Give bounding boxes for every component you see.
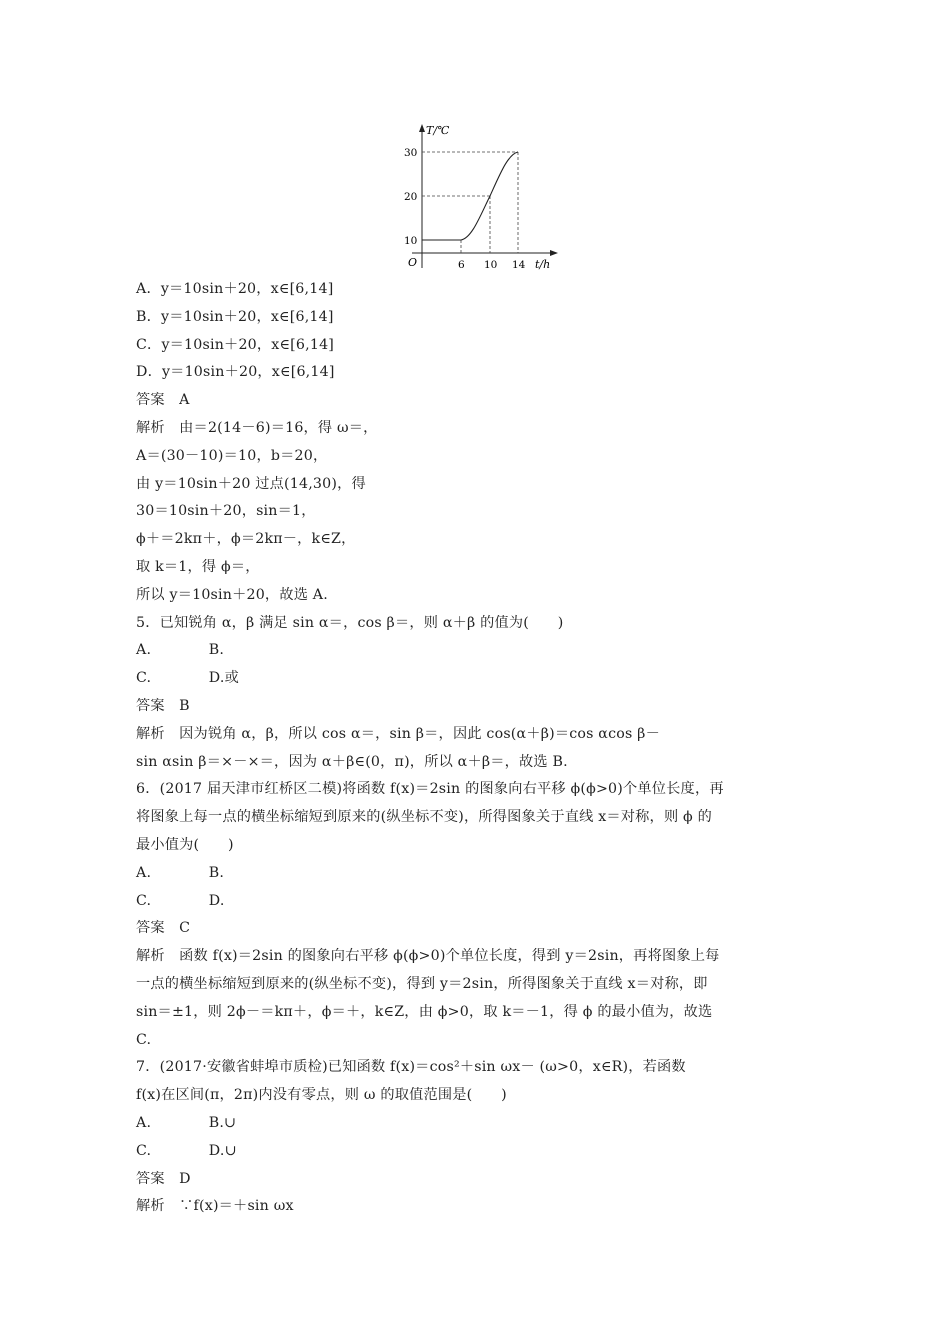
question-5: 5．已知锐角 α，β 满足 sin α＝，cos β＝，则 α＋β 的值为( ) (136, 614, 564, 631)
question-5-options-ab: A. B. (136, 642, 225, 659)
temperature-graph (392, 118, 562, 274)
x-axis-label: t/h (535, 258, 551, 271)
y-axis-label: T/℃ (426, 124, 450, 137)
question-5-options-cd: C. D.或 (136, 670, 239, 687)
question-7-options-cd: C. D.∪ (136, 1142, 237, 1159)
question-6-line-3: 最小值为( ) (136, 836, 234, 853)
option-d: D．y＝10sin＋20，x∈[6,14] (136, 364, 335, 381)
y-axis-arrow (419, 124, 425, 132)
question-7-options-ab: A. B.∪ (136, 1114, 237, 1131)
analysis-4-line-7: 所以 y＝10sin＋20，故选 A. (136, 586, 328, 603)
analysis-4-line-4: 30＝10sin＋20，sin＝1， (136, 503, 316, 520)
temperature-graph-svg (392, 118, 562, 274)
answer-7: 答案 D (136, 1170, 191, 1187)
analysis-5-line-2: sin αsin β＝×－×＝，因为 α＋β∈(0，π)，所以 α＋β＝，故选 B. (136, 753, 568, 770)
y-tick-30: 30 (404, 147, 418, 159)
y-tick-10: 10 (404, 235, 418, 247)
origin-label: O (408, 256, 418, 269)
x-tick-14: 14 (512, 259, 526, 271)
x-tick-6: 6 (458, 259, 465, 271)
question-6-options-ab: A. B. (136, 864, 225, 881)
question-6-line-1: 6．(2017 届天津市红桥区二模)将函数 f(x)＝2sin 的图象向右平移 ϕ(ϕ>0)个单位长度，再 (136, 781, 724, 798)
analysis-4-line-2: A＝(30－10)＝10，b＝20， (136, 447, 328, 464)
question-7-line-1: 7．(2017·安徽省蚌埠市质检)已知函数 f(x)＝cos²＋sin ωx－ (ω>0，x∈R)，若函数 (136, 1059, 686, 1076)
answer-6: 答案 C (136, 920, 191, 937)
document-body (136, 276, 836, 1221)
analysis-4-line-6: 取 k＝1，得 ϕ＝， (136, 558, 260, 575)
analysis-4-line-3: 由 y＝10sin＋20 过点(14,30)，得 (136, 475, 366, 492)
analysis-6-line-3: sin＝±1，则 2ϕ－＝kπ＋，ϕ＝＋，k∈Z，由 ϕ>0，取 k＝－1，得 ϕ 的最小值为，故选 (136, 1003, 713, 1020)
analysis-7-line-1: 解析 ∵f(x)＝＋sin ωx (136, 1198, 294, 1215)
analysis-4-line-5: ϕ＋＝2kπ＋，ϕ＝2kπ－，k∈Z， (136, 531, 356, 548)
question-7-line-2: f(x)在区间(π，2π)内没有零点，则 ω 的取值范围是( ) (136, 1087, 507, 1104)
analysis-6-line-2: 一点的横坐标缩短到原来的(纵坐标不变)，得到 y＝2sin，所得图象关于直线 x＝对称，即 (136, 975, 708, 992)
analysis-5-line-1: 解析 因为锐角 α，β，所以 cos α＝，sin β＝，因此 cos(α＋β)＝cos αcos β－ (136, 725, 660, 742)
answer-5: 答案 B (136, 697, 190, 714)
y-tick-20: 20 (404, 191, 418, 203)
answer-4: 答案 A (136, 392, 190, 409)
option-c: C．y＝10sin＋20，x∈[6,14] (136, 336, 335, 353)
question-6-line-2: 将图象上每一点的横坐标缩短到原来的(纵坐标不变)，所得图象关于直线 x＝对称，则 ϕ 的 (136, 809, 713, 826)
x-axis-arrow (550, 250, 558, 256)
analysis-6-line-4: C. (136, 1031, 152, 1048)
analysis-6-line-1: 解析 函数 f(x)＝2sin 的图象向右平移 ϕ(ϕ>0)个单位长度，得到 y＝2sin，再将图象上每 (136, 948, 720, 965)
x-tick-10: 10 (484, 259, 498, 271)
analysis-4-line-1: 解析 由＝2(14－6)＝16，得 ω＝， (136, 419, 378, 436)
question-6-options-cd: C. D. (136, 892, 225, 909)
option-b: B．y＝10sin＋20，x∈[6,14] (136, 308, 334, 325)
option-a: A．y＝10sin＋20，x∈[6,14] (136, 281, 334, 297)
